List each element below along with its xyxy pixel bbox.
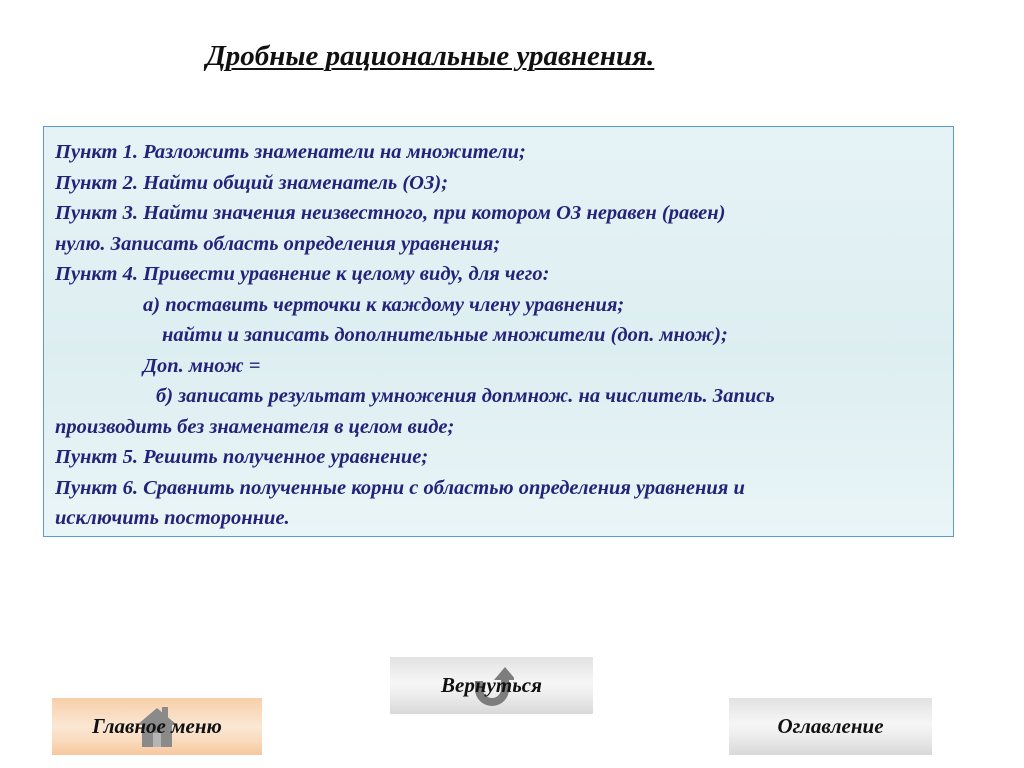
list-item: Пункт 5. Решить полученное уравнение; [55, 446, 429, 468]
content-box [43, 126, 954, 537]
main-menu-button[interactable] [52, 698, 262, 755]
list-item: Пункт 2. Найти общий знаменатель (ОЗ); [55, 171, 449, 194]
list-item: а) поставить черточки к каждому члену уравнения; [143, 293, 625, 316]
list-item: Пункт 3. Найти значения неизвестного, при котором ОЗ неравен (равен) [55, 202, 726, 224]
back-button[interactable] [390, 657, 593, 714]
table-of-contents-button-label: Оглавление [777, 714, 884, 738]
list-item: б) записать результат умножения допмнож. на числитель. Запись [156, 385, 775, 407]
list-item: производить без знаменателя в целом виде; [55, 415, 455, 438]
list-item: Пункт 1. Разложить знаменатели на множители; [55, 141, 526, 163]
list-item: Пункт 4. Привести уравнение к целому виду, для чего: [55, 263, 550, 285]
main-menu-button-label: Главное меню [92, 714, 222, 738]
list-item: исключить посторонние. [55, 507, 290, 529]
list-item: Пункт 6. Сравнить полученные корни с областью определения уравнения и [55, 476, 745, 499]
back-button-label: Вернуться [441, 673, 542, 697]
list-item: Доп. множ = [143, 354, 261, 377]
table-of-contents-button[interactable] [729, 698, 932, 755]
list-item: найти и записать дополнительные множители (доп. множ); [162, 324, 728, 346]
list-item: нулю. Записать область определения уравнения; [55, 232, 501, 255]
page-title: Дробные рациональные уравнения. [206, 40, 655, 72]
